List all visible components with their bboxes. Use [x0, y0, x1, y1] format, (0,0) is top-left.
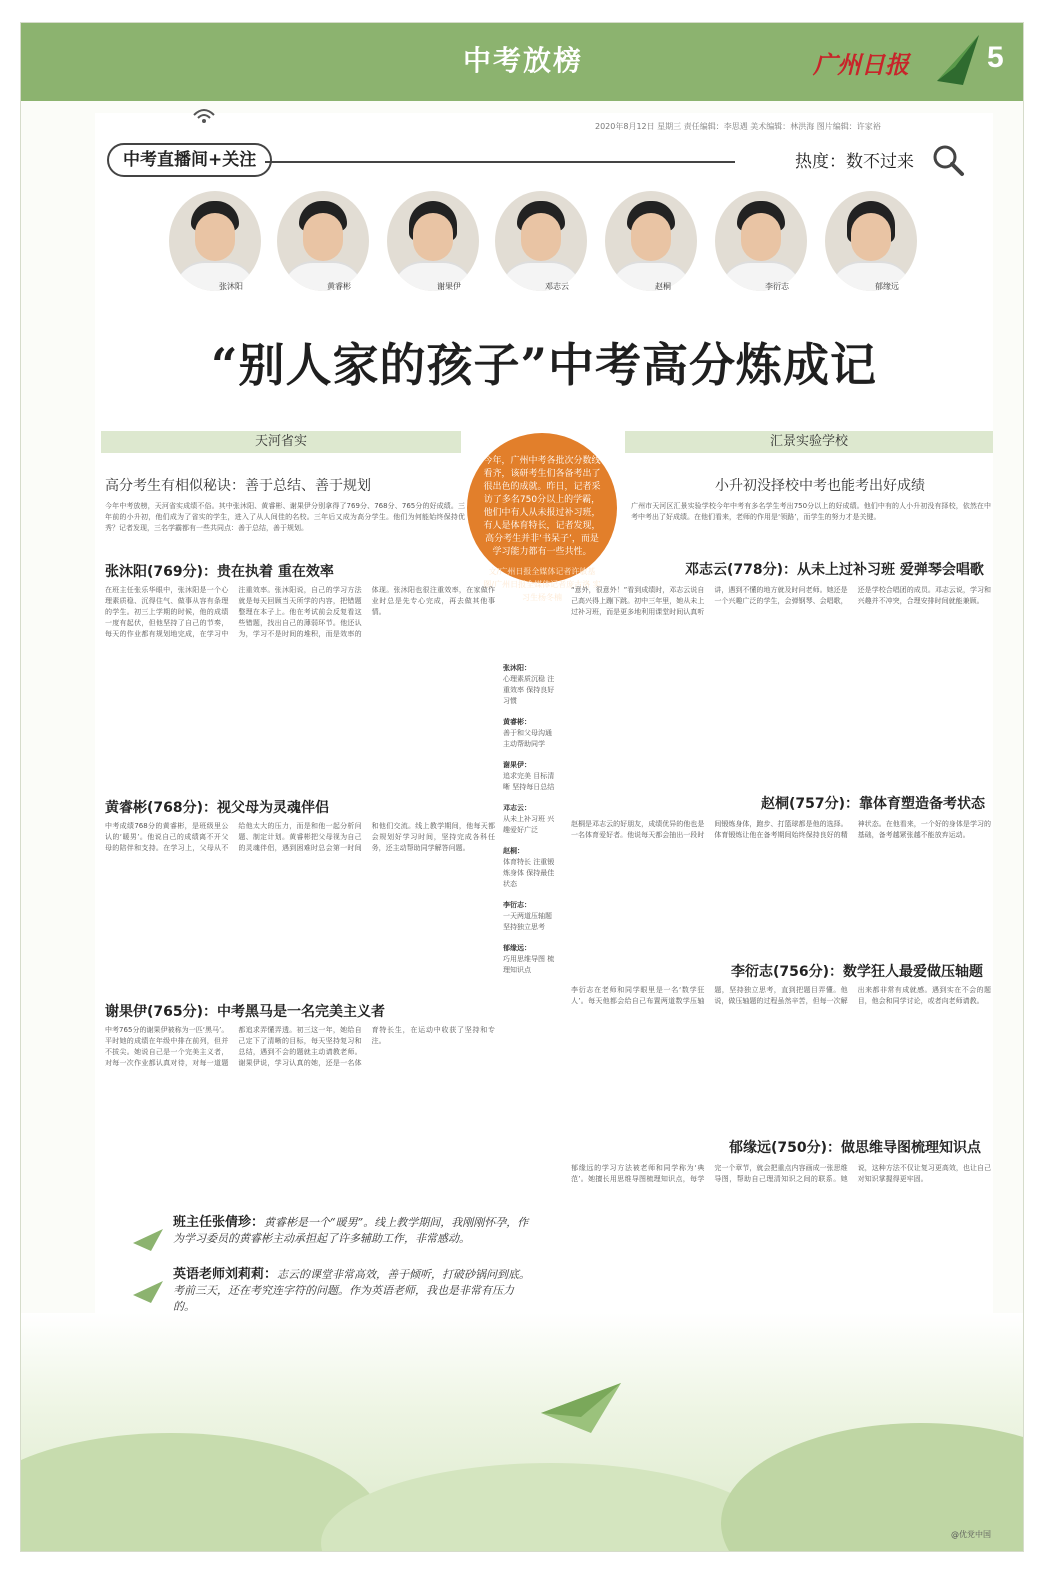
left-intro: 今年中考放榜，天河省实成绩不俗。其中张沐阳、黄睿彬、谢果伊分别拿得了769分、768分、765分的好成绩。三年前的小升初，他们成为了省实的学生，进入了从人间佳的名校。三年后又成为高分学生。他们为何能始终保持优秀？记者发现，三名学霸都有一些共同点：善于总结，善于规划。 [105, 502, 465, 532]
deck-right: 小升初没择校中考也能考出好成绩 [715, 478, 925, 494]
paper-plane-icon [541, 1383, 621, 1433]
paper-plane-icon [133, 1281, 163, 1303]
watermark: @优党中国 [951, 1530, 991, 1539]
teacher-label: 英语老师刘莉莉： [173, 1267, 278, 1282]
decorative-scenery [21, 1313, 1024, 1552]
section-body: 李衍志在老师和同学眼里是一名‘数学狂人’。每天他都会给自己布置两道数学压轴题，坚持独立思考，直到把题目弄懂。他说，做压轴题的过程虽然辛苦，但每一次解出来都非常有成就感。遇到实在不会的题目，他会和同学讨论，或者向老师请教。 [571, 986, 991, 1005]
search-icon [931, 143, 965, 177]
section-title: 郁缘远(750分)：做思维导图梳理知识点 [729, 1140, 982, 1156]
header-rule [265, 161, 735, 163]
sidebar-name: 李衍志： [503, 901, 531, 909]
page-number: 5 [987, 41, 1004, 74]
sidebar-name: 郁缘远： [503, 944, 531, 952]
portrait-student [163, 185, 267, 295]
broadcast-icon [191, 107, 217, 123]
paper-plane-icon [133, 1229, 163, 1251]
portrait-student [599, 185, 703, 295]
sidebar-note: 一天两道压轴题 坚持独立思考 [503, 912, 552, 931]
section-title: 黄睿彬(768分)：视父母为灵魂伴侣 [105, 800, 330, 816]
section-body: 在班主任张乐华眼中，张沐阳是一个心理素质稳、沉得住气、做事从容有条理的学生。初三上学期的时候，他的成绩一度有起伏，但他坚持了自己的节奏，每天的作业都有规划地完成，在学习中注重效率。张沐阳说，自己的学习方法就是每天回顾当天所学的内容，把错题整理在本子上。他在考试前会反复看这些错题，找出自己的薄弱环节。他还认为，学习不是时间的堆积，而是效率的体现。张沐阳也很注重效率，在家做作业时总是先专心完成，再去做其他事情。 [105, 586, 495, 638]
sidebar-note: 心理素质沉稳 注重效率 保持良好习惯 [503, 675, 555, 705]
sidebar-note: 从未上补习班 兴趣爱好广泛 [503, 815, 555, 834]
right-intro: 广州市天河区汇景实验学校今年中考有多名学生考出750分以上的好成绩。他们中有的人小升初没有择校，依然在中考中考出了好成绩。在他们看来，老师的作用是‘领路’，而学生的努力才是关键。 [631, 502, 991, 521]
page-sheet [20, 22, 1024, 1552]
section-title: 邓志云(778分)：从未上过补习班 爱弹琴会唱歌 [685, 562, 984, 578]
summary-circle [467, 433, 617, 602]
column-tag: 中考直播间+关注 [107, 143, 272, 177]
portrait-student [709, 185, 813, 295]
portrait-student [271, 185, 375, 295]
teacher-label: 班主任张倩珍： [173, 1215, 265, 1230]
teacher-quote [173, 1215, 533, 1247]
article-area [95, 113, 993, 1343]
section-body: 中考成绩768分的黄睿彬，是班级里公认的‘暖男’。他说自己的成绩离不开父母的陪伴和支持。在学习上，父母从不给他太大的压力，而是和他一起分析问题、制定计划。黄睿彬把父母视为自己的灵魂伴侣，遇到困难时总会第一时间和他们交流。线上教学期间，他每天都会规划好学习时间，坚持完成各科任务，还主动帮助同学解答问题。 [105, 822, 495, 852]
section-body: 赵桐是邓志云的好朋友，成绩优异的他也是一名体育爱好者。他说每天都会抽出一段时间锻炼身体，跑步、打篮球都是他的选择。体育锻炼让他在备考期间始终保持良好的精神状态。在他看来，一个好的身体是学习的基础，备考越紧张越不能放弃运动。 [571, 820, 991, 839]
section-title: 中考放榜 [462, 44, 583, 77]
byline: 文/广州日报全媒体记者许敏基 图/广州日报全媒体记者庞古洛 实习生杨冬楠 [483, 567, 601, 602]
teacher-text: 志云的课堂非常高效，善于倾听，打破砂锅问到底。考前三天，还在考究连字符的问题。作为英语老师，我也是非常有压力的。 [173, 1268, 531, 1313]
hill-shape [321, 1463, 781, 1552]
portrait-name: 黄睿彬 [327, 282, 351, 291]
paper-logo: 广州日报 [813, 50, 909, 79]
portrait-student [489, 185, 593, 295]
teacher-text: 黄睿彬是一个“暖男”。线上教学期间，我刚刚怀孕，作为学习委员的黄睿彬主动承担起了许多辅助工作，非常感动。 [173, 1216, 529, 1245]
portrait-name: 邓志云 [545, 282, 569, 291]
school-label-left: 天河省实 [101, 431, 461, 453]
portrait-name: 李衍志 [765, 282, 789, 291]
section-body: “意外，很意外！”看到成绩时，邓志云说自己高兴得上蹦下跳。初中三年里，她从未上过补习班，而是更多地利用课堂时间认真听讲，遇到不懂的地方就及时问老师。她还是一个兴趣广泛的学生，会弹钢琴、会唱歌，还是学校合唱团的成员。邓志云说，学习和兴趣并不冲突，合理安排时间就能兼顾。 [571, 586, 991, 616]
paper-plane-icon [933, 31, 983, 87]
section-title: 谢果伊(765分)：中考黑马是一名完美主义者 [105, 1004, 386, 1020]
section-title: 赵桐(757分)：靠体育塑造备考状态 [761, 796, 986, 812]
student-portraits [163, 185, 953, 305]
sidebar-name: 黄睿彬： [503, 718, 531, 726]
portrait-name: 谢果伊 [437, 282, 461, 291]
sidebar-name: 邓志云： [503, 804, 531, 812]
section-title: 张沐阳(769分)：贵在执着 重在效率 [105, 564, 334, 580]
sidebar-note: 追求完美 目标清晰 坚持每日总结 [503, 772, 555, 791]
section-title: 李衍志(756分)：数学狂人最爱做压轴题 [731, 964, 984, 980]
sidebar-name: 赵桐： [503, 847, 524, 855]
portrait-student [819, 185, 923, 295]
sidebar-name: 谢果伊： [503, 761, 531, 769]
portrait-name: 郁缘远 [875, 282, 899, 291]
issue-line: 2020年8月12日 星期三 责任编辑：李思遇 美术编辑：林洪海 图片编辑：许家裕 [595, 122, 881, 131]
portrait-name: 赵桐 [655, 282, 671, 291]
sidebar-note: 体育特长 注重锻炼身体 保持最佳状态 [503, 858, 555, 888]
sidebar-name: 张沐阳： [503, 664, 531, 672]
headline: “别人家的孩子”中考高分炼成记 [211, 338, 877, 392]
portrait-name: 张沐阳 [219, 282, 243, 291]
section-body: 郁缘远的学习方法被老师和同学称为‘典范’。她擅长用思维导图梳理知识点，每学完一个章节，就会把重点内容画成一张思维导图，帮助自己理清知识之间的联系。她说，这种方法不仅让复习更高效，也让自己对知识掌握得更牢固。 [571, 1164, 991, 1183]
section-banner [21, 23, 1024, 101]
school-label-right: 汇景实验学校 [625, 431, 993, 453]
sidebar-note: 巧用思维导图 梳理知识点 [503, 955, 555, 974]
heat-label: 热度：数不过来 [795, 152, 914, 172]
sidebar-notes [503, 653, 559, 1283]
teacher-quote [173, 1267, 533, 1315]
deck-left: 高分考生有相似秘诀：善于总结、善于规划 [105, 478, 371, 494]
section-body: 中考765分的谢果伊被称为一匹‘黑马’。平时她的成绩在年级中排在前列，但并不拔尖。她说自己是一个完美主义者，对每一次作业都认真对待，对每一道题都追求弄懂弄透。初三这一年，她给自己定下了清晰的目标，每天坚持复习和总结，遇到不会的题就主动请教老师。谢果伊说，学习认真的她，还是一名体育特长生，在运动中收获了坚持和专注。 [105, 1026, 495, 1067]
sidebar-note: 善于和父母沟通 主动帮助同学 [503, 729, 552, 748]
summary-text: 今年，广州中考各批次分数线看齐，该研考生们各备考出了很出色的成就。昨日，记者采访了多名750分以上的学霸，他们中有人从未报过补习班，有人是体育特长，记者发现，高分考生并非‘书呆子’，而是学习能力都有一些共性。 [483, 456, 601, 557]
portrait-student [381, 185, 485, 295]
